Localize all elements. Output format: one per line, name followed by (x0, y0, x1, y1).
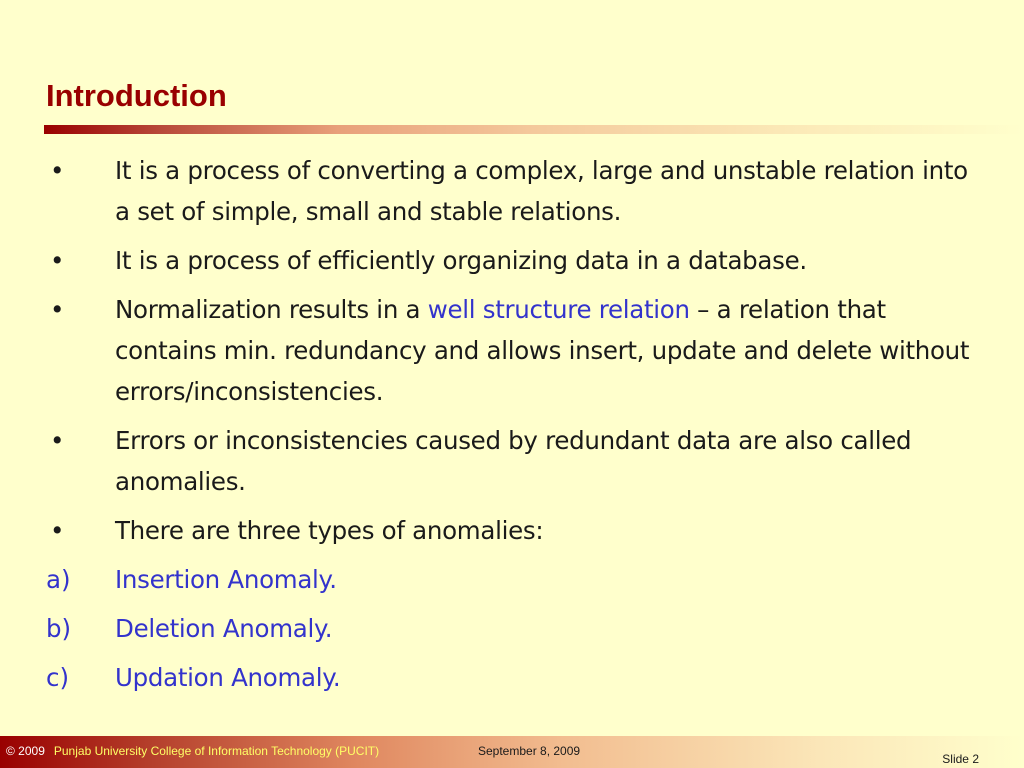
footer-date: September 8, 2009 (478, 744, 581, 758)
bullet-marker: • (50, 295, 65, 324)
bullet-text-part: – a relation that contains min. redundancy and allows insert, update and delete without errors/inconsistencies. (115, 295, 970, 406)
list-item (0, 559, 1024, 600)
bullet-text: There are three types of anomalies: (115, 516, 544, 545)
bullet-text: Errors or inconsistencies caused by redundant data are also called anomalies. (115, 426, 912, 496)
bullet-item (0, 150, 1024, 232)
bullet-text: It is a process of converting a complex, large and unstable relation into a set of simple, small and stable relations. (115, 156, 968, 226)
list-item (0, 608, 1024, 649)
bullet-marker: • (50, 426, 65, 455)
bullet-item (0, 240, 1024, 281)
list-marker: c) (46, 663, 70, 692)
slide-title: Introduction (46, 78, 227, 113)
slide-footer (0, 736, 1024, 768)
copyright-text: © 2009 (6, 744, 45, 758)
list-text: Updation Anomaly. (115, 663, 341, 692)
slide-number: Slide 2 (942, 752, 979, 766)
bullet-text-part: Normalization results in a (115, 295, 428, 324)
bullet-marker: • (50, 516, 65, 545)
highlighted-term: well structure relation (427, 295, 690, 324)
title-divider (44, 125, 1024, 134)
list-item (0, 657, 1024, 698)
footer-credits (6, 744, 379, 758)
bullet-item (0, 510, 1024, 551)
list-text: Insertion Anomaly. (115, 565, 337, 594)
bullet-marker: • (50, 246, 65, 275)
bullet-item (0, 289, 1024, 412)
organization-text: Punjab University College of Information Technology (PUCIT) (53, 744, 380, 758)
list-text: Deletion Anomaly. (115, 614, 333, 643)
bullet-item (0, 420, 1024, 502)
list-marker: a) (46, 565, 71, 594)
list-marker: b) (46, 614, 72, 643)
bullet-marker: • (50, 156, 65, 185)
bullet-text: It is a process of efficiently organizing data in a database. (115, 246, 807, 275)
bullet-text (115, 289, 975, 412)
